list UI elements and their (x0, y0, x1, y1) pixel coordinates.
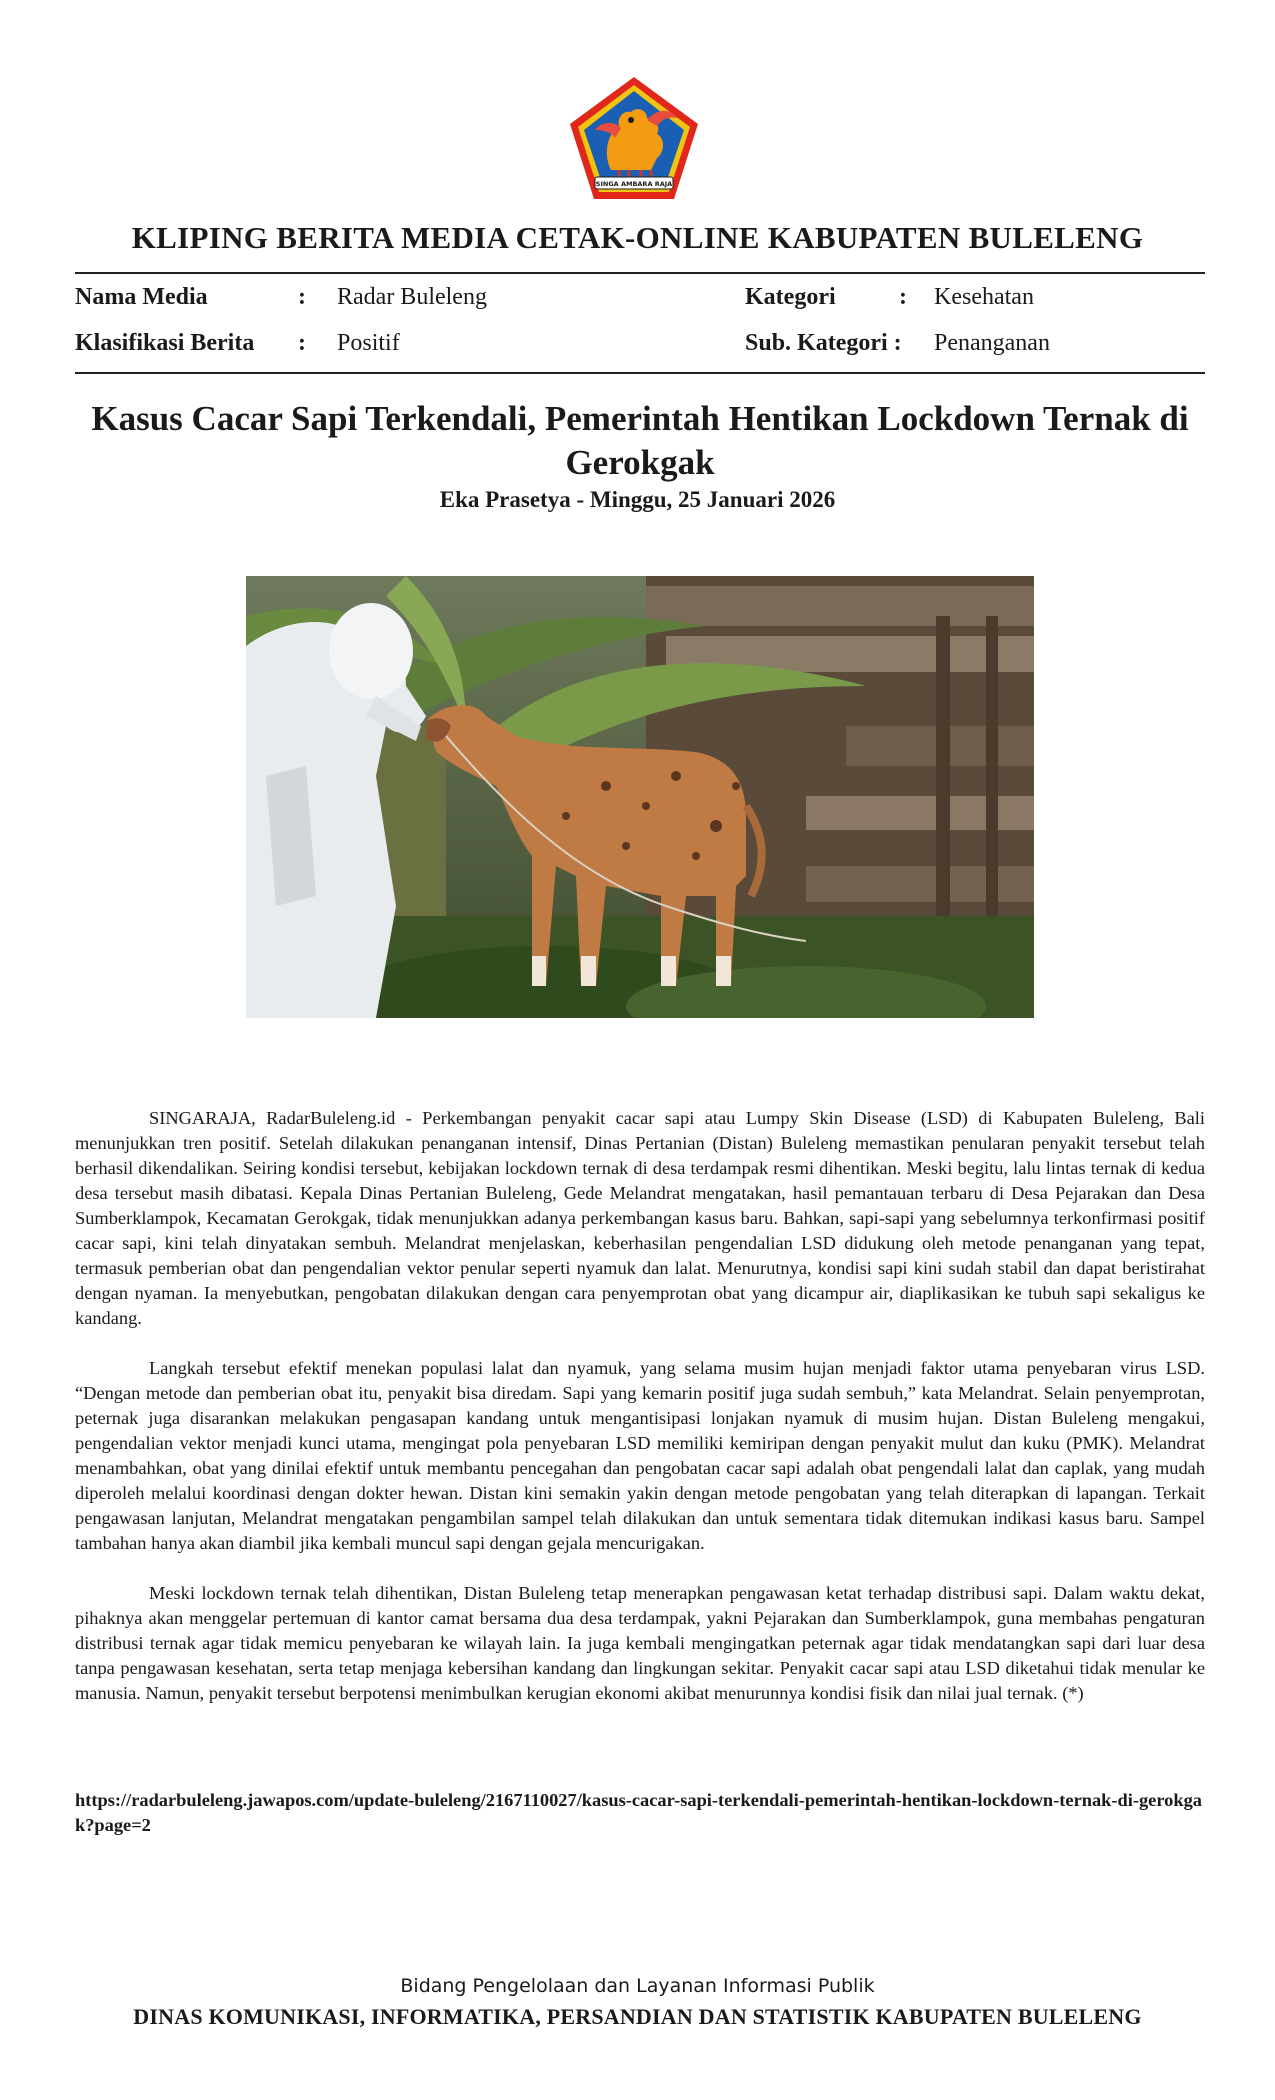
news-classification-separator: : (298, 330, 306, 356)
category-separator: : (899, 284, 907, 310)
logo-motto: SINGA AMBARA RAJA (595, 180, 673, 188)
article-paragraph: Meski lockdown ternak telah dihentikan, Distan Buleleng tetap menerapkan pengawasan ketat terhadap distribusi sapi. Dalam waktu dekat, pihaknya akan menggelar pertemuan di kantor camat bersama dua desa terdampak, yakni Pejarakan dan Sumberklampok, guna membahas pengaturan distribusi ternak agar tidak memicu penyebaran ke wilayah lain. Ia juga kembali mengingatkan peternak agar tidak mendatangkan sapi dari luar desa tanpa pengawasan kesehatan, serta tetap menjaga kebersihan kandang dan lingkungan sekitar. Penyakit cacar sapi atau LSD diketahui tidak menular ke manusia. Namun, penyakit tersebut berpotensi menimbulkan kerugian ekonomi akibat menurunnya kondisi fisik dan nilai jual ternak. (*) (75, 1583, 1205, 1703)
sub-category-value: Penanganan (934, 330, 1050, 356)
media-name-separator: : (298, 284, 306, 310)
article-photo (246, 576, 1034, 1018)
article-paragraph: SINGARAJA, RadarBuleleng.id - Perkembangan penyakit cacar sapi atau Lumpy Skin Disease (LSD) di Kabupaten Buleleng, Bali menunjukkan tren positif. Setelah dilakukan penanganan intensif, Dinas Pertanian (Distan) Buleleng memastikan penularan penyakit tersebut telah berhasil dikendalikan. Seiring kondisi tersebut, kebijakan lockdown ternak di desa terdampak resmi dihentikan. Meski begitu, lalu lintas ternak di kedua desa tersebut masih dibatasi. Kepala Dinas Pertanian Buleleng, Gede Melandrat mengatakan, hasil pemantauan terbaru di Desa Pejarakan dan Desa Sumberklampok, Kecamatan Gerokgak, tidak menunjukkan adanya perkembangan kasus baru. Bahkan, sapi-sapi yang sebelumnya terkonfirmasi positif cacar sapi, kini telah dinyatakan sembuh. Melandrat menjelaskan, keberhasilan pengendalian LSD didukung oleh metode penanganan yang tepat, termasuk pemberian obat dan pengendalian vektor penular seperti nyamuk dan lalat. Menurutnya, kondisi sapi kini sudah stabil dan dapat beristirahat dengan nyaman. Ia menyebutkan, pengobatan dilakukan dengan cara penyemprotan obat yang dicampur air, diaplikasikan ke tubuh sapi sekaligus ke kandang. (75, 1108, 1205, 1328)
footer-subtitle: Bidang Pengelolaan dan Layanan Informasi Publik (400, 1975, 875, 1997)
article-paragraph: Langkah tersebut efektif menekan populasi lalat dan nyamuk, yang selama musim hujan menjadi faktor utama penyebaran virus LSD. “Dengan metode dan pemberian obat itu, penyakit bisa diredam. Sapi yang kemarin positif juga sudah sembuh,” kata Melandrat. Selain penyemprotan, peternak juga disarankan melakukan pengasapan kandang untuk mengantisipasi lonjakan nyamuk di musim hujan. Distan Buleleng mengakui, pengendalian vektor menjadi kunci utama, mengingat pola penyebaran LSD memiliki kemiripan dengan penyakit mulut dan kuku (PMK). Melandrat menambahkan, obat yang dinilai efektif untuk membantu pencegahan dan pengobatan cacar sapi adalah obat pengendali lalat dan caplak, yang mudah diperoleh melalui koordinasi dengan dokter hewan. Distan kini semakin yakin dengan metode pengobatan yang telah diterapkan di lapangan. Terkait pengawasan lanjutan, Melandrat mengatakan pengambilan sampel telah dilakukan dan untuk sementara tidak ditemukan indikasi kasus baru. Sampel tambahan hanya akan diambil jika kembali muncul sapi dengan gejala mencurigakan. (75, 1358, 1205, 1553)
footer-agency-title: DINAS KOMUNIKASI, INFORMATIKA, PERSANDIAN DAN STATISTIK KABUPATEN BULELENG (133, 2004, 1142, 2029)
category-value: Kesehatan (934, 284, 1034, 310)
article-byline: Eka Prasetya - Minggu, 25 Januari 2026 (439, 487, 836, 512)
buleleng-regency-logo (567, 74, 701, 202)
news-classification-value: Positif (337, 330, 400, 356)
article-title: Kasus Cacar Sapi Terkendali, Pemerintah Hentikan Lockdown Ternak di Gerokgak (91, 399, 1189, 482)
sub-category-label: Sub. Kategori : (745, 330, 902, 356)
clipping-header-title: KLIPING BERITA MEDIA CETAK-ONLINE KABUPATEN BULELENG (131, 220, 1144, 255)
header-divider-bottom (75, 372, 1205, 374)
category-label: Kategori (745, 284, 836, 310)
article-body (75, 1106, 1205, 1731)
news-classification-label: Klasifikasi Berita (75, 330, 255, 356)
header-divider-top (75, 272, 1205, 274)
media-name-label: Nama Media (75, 284, 208, 310)
media-name-value: Radar Buleleng (337, 284, 487, 310)
source-url: https://radarbuleleng.jawapos.com/update-buleleng/2167110027/kasus-cacar-sapi-terkendali-pemerintah-hentikan-lockdown-ternak-di-gerokgak?page=2 (75, 1790, 1202, 1835)
